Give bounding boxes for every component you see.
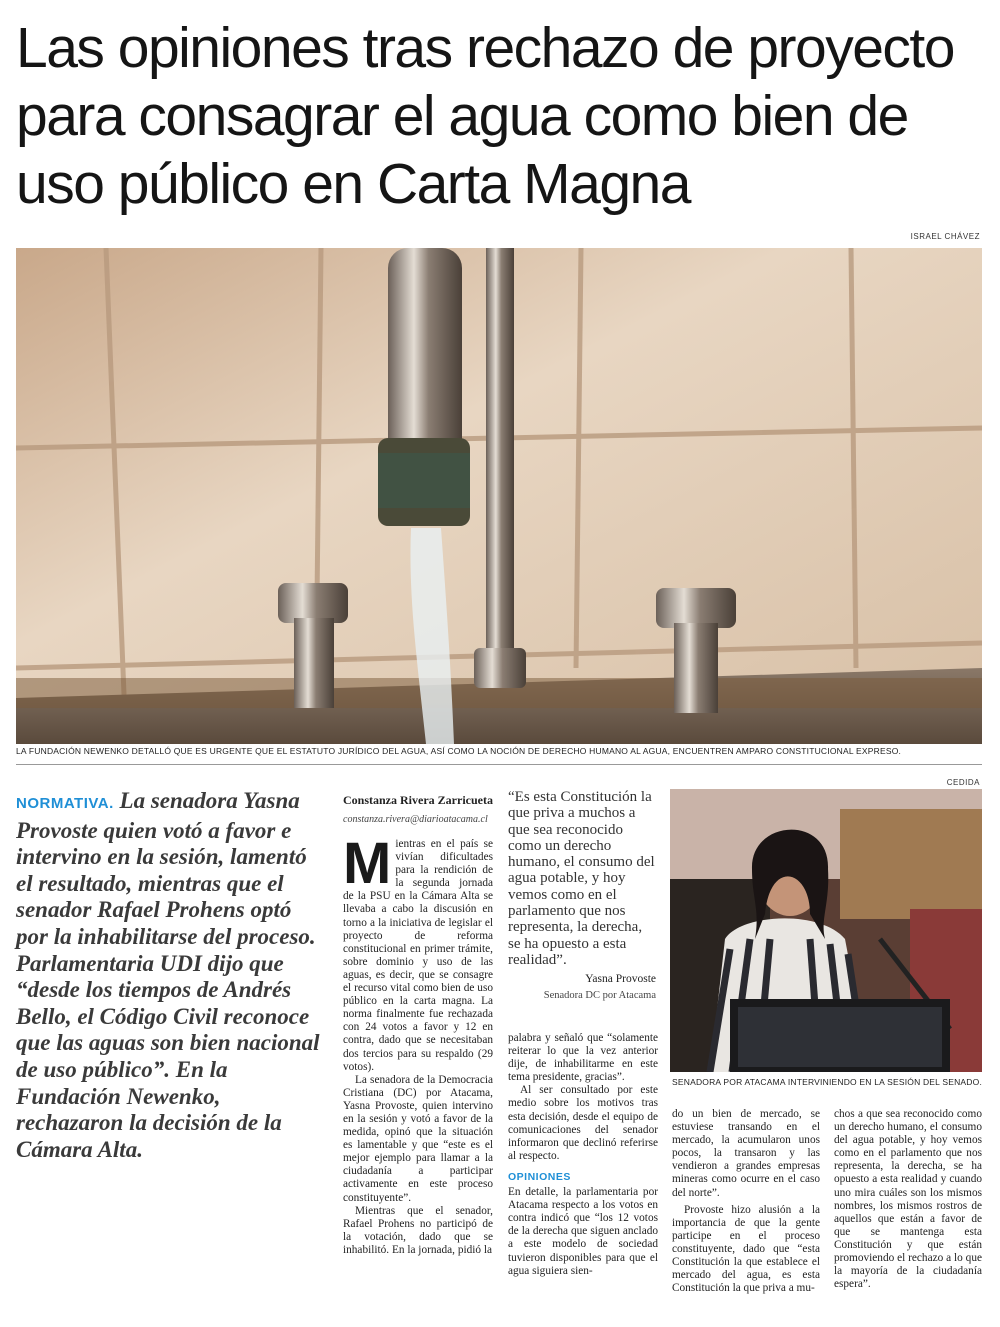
headline: Las opiniones tras rechazo de proyecto para consagrar el agua como bien de uso público en Carta Magna xyxy=(16,16,954,216)
body-column-3 xyxy=(672,1108,820,1295)
lead-paragraph xyxy=(16,788,326,1163)
senator-photo-credit: CEDIDA xyxy=(946,778,980,787)
senator-photo-caption: SENADORA POR ATACAMA INTERVINIENDO EN LA SESIÓN DEL SENADO. xyxy=(672,1077,983,1087)
body-paragraph: En detalle, la parlamentaria por Atacama respecto a los votos en contra indicó que “los 12 votos de la derecha que siguen anclado a este modelo de sociedad tuvieron disponibles para que el agua siguiera sien- xyxy=(508,1186,658,1277)
body-column-2 xyxy=(508,1032,658,1278)
photo-caption: LA FUNDACIÓN NEWENKO DETALLÓ QUE ES URGENTE QUE EL ESTATUTO JURÍDICO DEL AGUA, ASÍ COMO LA NOCIÓN DE DERECHO HUMANO AL AGUA, ENCUENTREN AMPARO CONSTITUCIONAL EXPRESO. xyxy=(16,746,902,756)
body-paragraph: Provoste hizo alusión a la importancia de que la gente participe en el proceso constituyente, dado que “esta Constitución la que establece el mercado del agua, es esta Constitución la que priva a mu- xyxy=(672,1203,820,1295)
photo-credit: ISRAEL CHÁVEZ xyxy=(910,232,980,241)
body-paragraph: La senadora de la Democracia Cristiana (DC) por Atacama, Yasna Provoste, quien intervino en la sesión y votó a favor de la medida, opinó que la situación es lamentable y que “este es el mejor ejemplo para llamar a la ciudadanía a participar activamente en este proceso constituyente”. xyxy=(343,1073,493,1204)
body-paragraph: chos a que sea reconocido como un derecho humano, el consumo del agua potable, y hoy vemos como en el parlamento que nos representa, la derecha, se ha opuesto a esta realidad y cuando uno mira cuáles son los mismos nombres, los mismos rostros de aquellos que están a favor de que se mantenga esta Constitución y que están promoviendo el rechazo a lo que la mayoría de la ciudadanía espera”. xyxy=(834,1108,982,1291)
byline xyxy=(343,793,493,825)
section-heading: OPINIONES xyxy=(508,1170,571,1183)
dropcap: M xyxy=(343,831,392,896)
author-email: constanza.rivera@diarioatacama.cl xyxy=(343,814,488,825)
pull-quote: “Es esta Constitución la que priva a muchos a que sea reconocido como un derecho humano, el consumo del agua potable, y hoy vemos como en el parlamento que nos representa, la derecha, se ha opuesto a esta realidad”. xyxy=(508,789,655,968)
quote-author: Yasna Provoste xyxy=(585,973,656,985)
senator-photo xyxy=(670,789,982,1072)
body-column-4 xyxy=(834,1108,982,1291)
body-paragraph: Mientras en el país se vivían dificultades para la rendición de la segunda jornada de la PSU en la Cámara Alta se llevaba a cabo la discusión en torno a la iniciativa de legislar el proyecto de reforma constitucional en primer trámite, sobre dominio y uso de las aguas, es decir, que se consagre el recurso vital como bien de uso público en la carta magna. La norma finalmente fue rechazada con 24 votos a favor y 12 en contra, dado que se necesitaban dos tercios para su respaldo (29 votos). xyxy=(343,831,493,1073)
divider xyxy=(16,764,982,765)
lead-kicker: NORMATIVA. xyxy=(16,795,114,812)
body-paragraph: Mientras que el senador, Rafael Prohens no participó de la votación, dado que se inhabilitó. En la jornada, pidió la xyxy=(343,1204,493,1256)
body-paragraph: Al ser consultado por este medio sobre los motivos tras esta decisión, desde el equipo de comunicaciones del senador informaron que declinó referirse al respecto. xyxy=(508,1084,658,1162)
body-column-1 xyxy=(343,831,493,1257)
body-paragraph: palabra y señaló que “solamente reiterar lo que la vez anterior dije, de inhabilitarme en este tema presidente, gracias”. xyxy=(508,1032,658,1084)
quote-role: Senadora DC por Atacama xyxy=(543,990,656,1001)
faucet-photo xyxy=(16,248,982,744)
lead-text: La senadora Yasna Provoste quien votó a favor e intervino en la sesión, lamentó el resultado, mientras que el senador Rafael Prohens optó por la inhabilitarse del proceso. Parlamentaria UDI dijo que “desde los tiempos de Andrés Bello, el Código Civil reconoce que las aguas son bien nacional de uso público”. En la Fundación Newenko, rechazaron la decisión de la Cámara Alta. xyxy=(16,788,320,1162)
author-name: Constanza Rivera Zarricueta xyxy=(343,793,493,807)
body-paragraph: do un bien de mercado, se estuviese transando en el mercado, la acumularon unos pocos, la transaron y las vendieron a grandes empresas mineras como ocurre en el caso del norte”. xyxy=(672,1108,820,1199)
